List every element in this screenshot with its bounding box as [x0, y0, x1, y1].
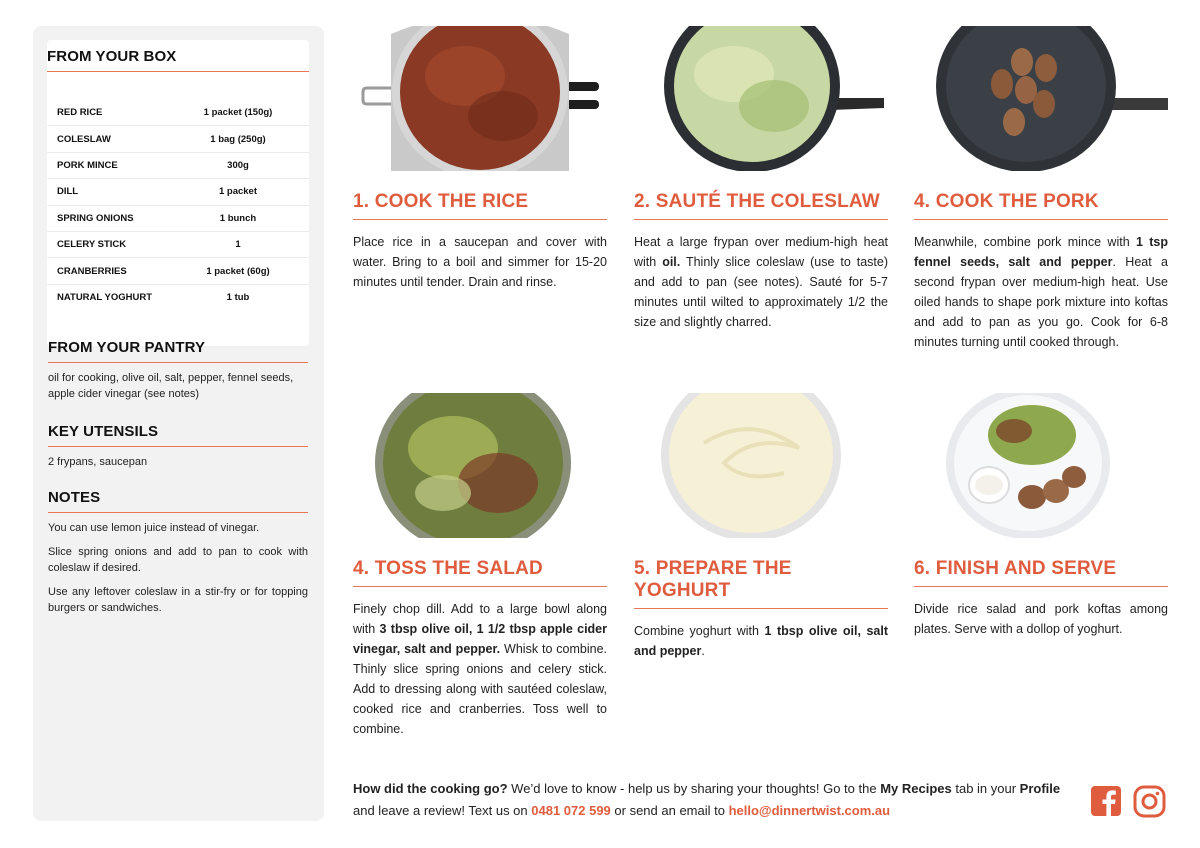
ingredient-quantity: 1: [235, 239, 241, 251]
step-divider: [914, 219, 1168, 220]
ingredient-row: [47, 232, 309, 258]
rice-pot-image: [353, 26, 607, 171]
footer-bold: Profile: [1019, 781, 1061, 796]
ingredient-name: PORK MINCE: [57, 159, 118, 171]
notes-title: NOTES: [48, 489, 101, 506]
footer-text: and leave a review! Text us on: [353, 803, 532, 818]
step-body-bold: oil.: [662, 255, 681, 269]
ingredient-name: CRANBERRIES: [57, 265, 127, 277]
feedback-footer: [353, 778, 1073, 822]
ingredient-name: COLESLAW: [57, 133, 111, 145]
step-body-bold: 1 tbsp olive oil, salt and pepper: [634, 624, 888, 658]
step-body-text: Finely chop dill. Add to a large bowl along with: [353, 602, 607, 636]
step-body: [914, 599, 1168, 639]
section-divider: [48, 446, 308, 447]
step-body-bold: 1 tsp fennel seeds, salt and pepper: [914, 235, 1168, 269]
step-title-text: 1. COOK THE RICE: [353, 191, 529, 212]
footer-bold: My Recipes: [880, 781, 952, 796]
step-title: [353, 191, 607, 219]
pantry-section: [48, 339, 308, 402]
pork-pan-image: [914, 26, 1168, 171]
ingredient-quantity: 1 bunch: [219, 212, 257, 224]
step-body-text: Combine yoghurt with: [634, 624, 765, 638]
salad-bowl-image: [353, 393, 607, 538]
coleslaw-pan-image: [634, 26, 888, 171]
step-body-text: Divide rice salad and pork koftas among plates. Serve with a dollop of yoghurt.: [914, 602, 1168, 636]
step-divider: [353, 219, 607, 220]
step-body: [634, 232, 888, 332]
footer-contact-link[interactable]: hello@dinnertwist.com.au: [728, 803, 891, 818]
ingredient-row: [47, 100, 309, 126]
ingredient-quantity: 1 bag (250g): [210, 133, 266, 145]
footer-text: tab in your: [951, 781, 1020, 796]
ingredient-quantity: 1 packet (60g): [206, 265, 270, 277]
notes-section: [48, 489, 308, 624]
ingredient-quantity: 1 packet (150g): [203, 107, 273, 119]
utensils-text: 2 frypans, saucepan: [48, 456, 148, 468]
step-body: [353, 599, 607, 739]
step-title: [914, 191, 1168, 219]
pantry-text: oil for cooking, olive oil, salt, pepper, fennel seeds, apple cider vinegar (see notes): [48, 372, 294, 400]
step-title: [634, 191, 888, 219]
section-divider: [48, 512, 308, 513]
step-body-text: Whisk to combine. Thinly slice spring onions and celery stick. Add to dressing along with sautéed coleslaw, cooked rice and cranberries. Toss well to combine.: [353, 642, 608, 736]
plated-dish-image: [914, 393, 1168, 538]
note-item: You can use lemon juice instead of vinegar.: [48, 522, 260, 534]
step-1: [353, 26, 607, 292]
step-title-text: 4. TOSS THE SALAD: [353, 558, 543, 579]
pantry-title: FROM YOUR PANTRY: [48, 339, 206, 356]
step-2: [634, 26, 888, 332]
from-your-box-title: FROM YOUR BOX: [47, 48, 177, 65]
sidebar: [33, 26, 324, 821]
step-divider: [634, 219, 888, 220]
utensils-title: KEY UTENSILS: [48, 423, 159, 440]
ingredient-row: [47, 179, 309, 205]
step-body: [914, 232, 1168, 352]
step-body-text: Place rice in a saucepan and cover with water. Bring to a boil and simmer for 15-20 minutes until tender. Drain and rinse.: [353, 235, 607, 289]
notes-list: [48, 520, 308, 616]
footer-contact-link[interactable]: 0481 072 599: [531, 803, 611, 818]
section-divider: [48, 362, 308, 363]
step-body-bold: 3 tbsp olive oil, 1 1/2 tbsp apple cider vinegar, salt and pepper.: [353, 622, 607, 656]
step-title-text: 2. SAUTÉ THE COLESLAW: [634, 191, 880, 212]
facebook-icon[interactable]: [1090, 785, 1122, 822]
ingredient-name: SPRING ONIONS: [57, 212, 134, 224]
ingredient-quantity: 1 tub: [226, 292, 250, 304]
ingredient-row: [47, 153, 309, 179]
ingredient-name: RED RICE: [57, 107, 103, 119]
step-title: [353, 558, 607, 586]
ingredient-name: DILL: [57, 186, 79, 198]
step-body-text: Thinly slice coleslaw (use to taste) and add to pan (see notes). Sauté for 5-7 minutes until wilted to approximately 1/2 the size and slightly charred.: [634, 255, 889, 329]
step-body-text: Meanwhile, combine pork mince with: [914, 235, 1136, 249]
yoghurt-bowl-image: [634, 393, 888, 538]
step-6: [914, 393, 1168, 639]
step-title-text: 6. FINISH AND SERVE: [914, 558, 1117, 579]
from-your-box-header: [47, 48, 309, 72]
note-item: Slice spring onions and add to pan to cook with coleslaw if desired.: [48, 546, 308, 574]
section-divider: [47, 71, 309, 72]
step-title: [634, 558, 888, 608]
ingredient-name: CELERY STICK: [57, 239, 127, 251]
ingredient-quantity: 1 packet: [218, 186, 258, 198]
ingredient-row: [47, 258, 309, 284]
step-title-text: 5. PREPARE THE YOGHURT: [634, 558, 792, 601]
step-4: [353, 393, 607, 739]
step-title: [914, 558, 1168, 586]
from-your-box-card: [47, 40, 309, 346]
ingredient-row: [47, 126, 309, 152]
step-divider: [914, 586, 1168, 587]
step-body: [353, 232, 607, 292]
step-5: [634, 393, 888, 661]
ingredient-name: NATURAL YOGHURT: [57, 292, 152, 304]
utensils-section: [48, 423, 308, 470]
step-body-text: .: [701, 644, 705, 658]
step-divider: [353, 586, 607, 587]
step-body-text: Heat a large frypan over medium-high heat with: [634, 235, 888, 269]
ingredient-table: [47, 100, 309, 311]
step-body: [634, 621, 888, 661]
note-item: Use any leftover coleslaw in a stir-fry or for topping burgers or sandwiches.: [48, 586, 308, 614]
step-body-text: . Heat a second frypan over medium-high heat. Use oiled hands to shape pork mixture into koftas and add to pan as you go. Cook for 6-8 minutes turning until cooked through.: [914, 255, 1168, 349]
step-divider: [634, 608, 888, 609]
footer-text: We’d love to know - help us by sharing your thoughts! Go to the: [507, 781, 881, 796]
footer-bold: How did the cooking go?: [353, 781, 508, 796]
step-title-text: 4. COOK THE PORK: [914, 191, 1099, 212]
ingredient-row: [47, 206, 309, 232]
ingredient-quantity: 300g: [227, 159, 249, 171]
ingredient-row: [47, 285, 309, 311]
step-3: [914, 26, 1168, 352]
footer-text: or send an email to: [610, 803, 729, 818]
instagram-icon[interactable]: [1133, 785, 1166, 823]
